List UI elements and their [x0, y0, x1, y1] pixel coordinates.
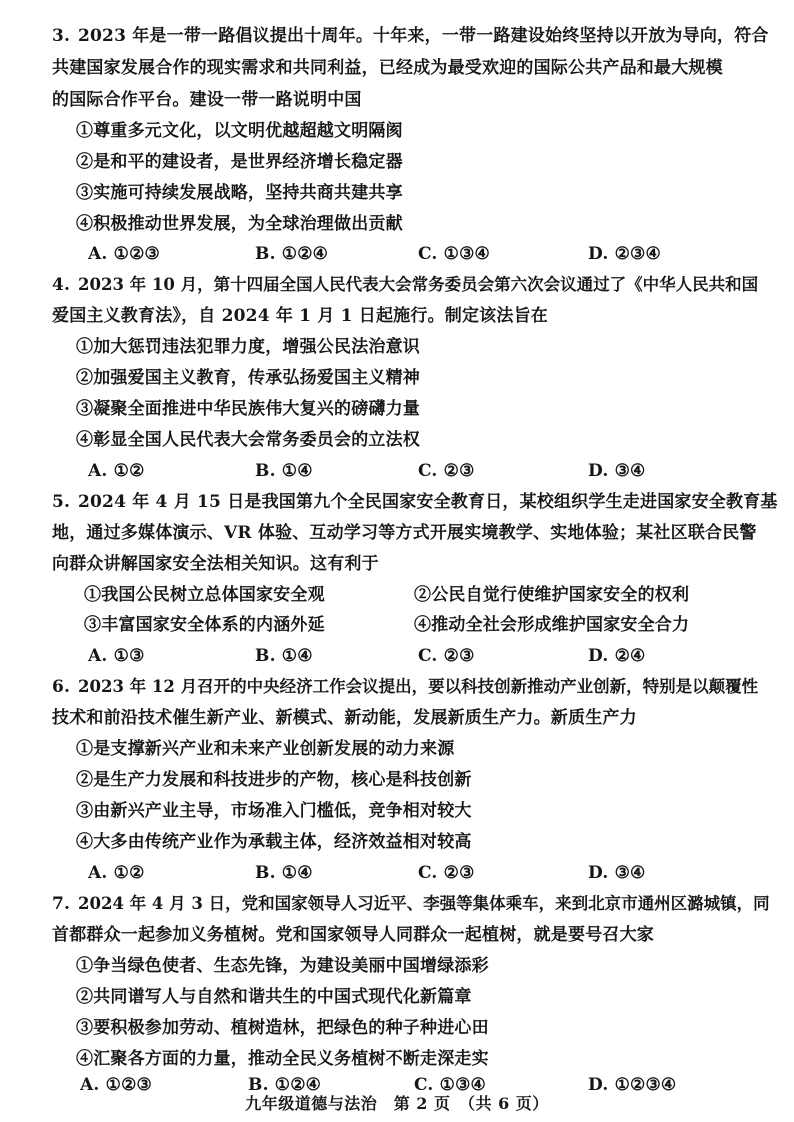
statement-option: ④彰显全国人民代表大会常务委员会的立法权	[76, 430, 420, 450]
question-stem-line: 技术和前沿技术催生新产业、新模式、新动能，发展新质生产力。新质生产力	[52, 708, 637, 728]
answer-choice-b[interactable]: B. ①②④	[248, 1075, 322, 1095]
statement-option: ④积极推动世界发展，为全球治理做出贡献	[76, 214, 403, 234]
question-number: 6.	[52, 677, 71, 697]
answer-choice-a[interactable]: A. ①②③	[88, 244, 160, 264]
question-stem-line: 爱国主义教育法》，自 2024 年 1 月 1 日起施行。制定该法旨在	[52, 306, 548, 326]
statement-option: ①我国公民树立总体国家安全观	[84, 585, 325, 605]
question-stem-line: 的国际合作平台。建设一带一路说明中国	[52, 90, 362, 110]
question-stem-line: 2024 年 4 月 15 日是我国第九个全民国家安全教育日，某校组织学生走进国家安全教育基	[78, 492, 778, 512]
statement-option: ②是和平的建设者，是世界经济增长稳定器	[76, 152, 403, 172]
answer-choice-a[interactable]: A. ①②	[88, 461, 145, 481]
statement-option: ④汇聚各方面的力量，推动全民义务植树不断走深走实	[76, 1049, 489, 1069]
question-number: 5.	[52, 492, 71, 512]
statement-option: ②公民自觉行使维护国家安全的权利	[414, 585, 690, 605]
statement-option: ①争当绿色使者、生态先锋，为建设美丽中国增绿添彩	[76, 956, 489, 976]
answer-choice-a[interactable]: A. ①②③	[80, 1075, 152, 1095]
answer-choice-a[interactable]: A. ①②	[88, 863, 145, 883]
statement-option: ②共同谱写人与自然和谐共生的中国式现代化新篇章	[76, 987, 472, 1007]
statement-option: ②是生产力发展和科技进步的产物，核心是科技创新	[76, 770, 472, 790]
statement-option: ④大多由传统产业作为承载主体，经济效益相对较高	[76, 832, 472, 852]
answer-choice-b[interactable]: B. ①④	[255, 461, 313, 481]
statement-option: ①是支撑新兴产业和未来产业创新发展的动力来源	[76, 739, 455, 759]
answer-choice-c[interactable]: C. ①③④	[418, 244, 490, 264]
statement-option: ③由新兴产业主导，市场准入门槛低，竞争相对较大	[76, 801, 472, 821]
answer-choice-d[interactable]: D. ②③④	[588, 244, 661, 264]
answer-choice-d[interactable]: D. ③④	[588, 461, 646, 481]
statement-option: ④推动全社会形成维护国家安全合力	[414, 615, 690, 635]
answer-choice-c[interactable]: C. ②③	[418, 863, 475, 883]
statement-option: ③要积极参加劳动、植树造林，把绿色的种子种进心田	[76, 1018, 489, 1038]
answer-choice-c[interactable]: C. ②③	[418, 646, 475, 666]
question-stem-line: 2023 年 12 月召开的中央经济工作会议提出，要以科技创新推动产业创新，特别是以颠覆性	[78, 677, 759, 696]
question-number: 4.	[52, 275, 71, 295]
question-stem-line: 地，通过多媒体演示、VR 体验、互动学习等方式开展实境教学、实地体验；某社区联合民警	[52, 523, 757, 543]
question-stem-line: 2023 年是一带一路倡议提出十周年。十年来，一带一路建设始终坚持以开放为导向，符合	[78, 26, 769, 46]
answer-choice-c[interactable]: C. ①③④	[414, 1075, 486, 1095]
answer-choice-d[interactable]: D. ③④	[588, 863, 646, 883]
answer-choice-b[interactable]: B. ①④	[255, 863, 313, 883]
answer-choice-a[interactable]: A. ①③	[88, 646, 145, 666]
answer-choice-c[interactable]: C. ②③	[418, 461, 475, 481]
question-stem-line: 2023 年 10 月，第十四届全国人民代表大会常务委员会第六次会议通过了《中华人民共和国	[78, 275, 759, 294]
answer-choice-d[interactable]: D. ①②③④	[588, 1075, 677, 1095]
page-footer: 九年级道德与法治 第 2 页 （共 6 页）	[245, 1094, 549, 1113]
statement-option: ③丰富国家安全体系的内涵外延	[84, 615, 325, 635]
question-stem-line: 2024 年 4 月 3 日，党和国家领导人习近平、李强等集体乘车，来到北京市通州区潞城镇，同	[78, 894, 770, 913]
answer-choice-d[interactable]: D. ②④	[588, 646, 646, 666]
statement-option: ②加强爱国主义教育，传承弘扬爱国主义精神	[76, 368, 420, 388]
answer-choice-b[interactable]: B. ①②④	[255, 244, 329, 264]
statement-option: ③凝聚全面推进中华民族伟大复兴的磅礴力量	[76, 399, 420, 419]
statement-option: ①加大惩罚违法犯罪力度，增强公民法治意识	[76, 337, 420, 357]
question-stem-line: 首都群众一起参加义务植树。党和国家领导人同群众一起植树，就是要号召大家	[52, 925, 654, 945]
question-number: 3.	[52, 26, 71, 46]
statement-option: ①尊重多元文化，以文明优越超越文明隔阂	[76, 121, 403, 141]
statement-option: ③实施可持续发展战略，坚持共商共建共享	[76, 183, 403, 203]
question-stem-line: 向群众讲解国家安全法相关知识。这有利于	[52, 554, 379, 574]
question-stem-line: 共建国家发展合作的现实需求和共同利益，已经成为最受欢迎的国际公共产品和最大规模	[52, 58, 723, 78]
answer-choice-b[interactable]: B. ①④	[255, 646, 313, 666]
question-number: 7.	[52, 894, 71, 914]
